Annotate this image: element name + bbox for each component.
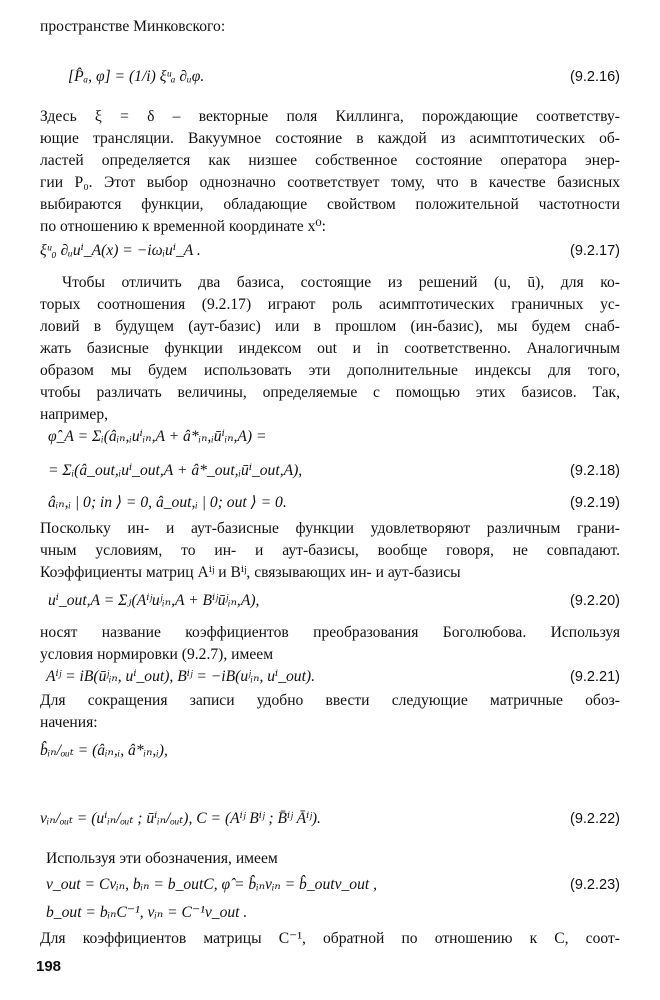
equation-body: v_out = Cvᵢₙ, bᵢₙ = b_outC, φ̂ = b̂ᵢₙvᵢₙ = b̂_outv_out , xyxy=(46,876,378,893)
text-line-1: пространстве Минковского: xyxy=(40,18,226,35)
text-line-9: торых соотношения (9.2.17) играют роль асимптотических граничных ус- xyxy=(40,296,620,313)
equation-body: vᵢₙ/ₒᵤₜ = (uⁱᵢₙ/ₒᵤₜ ; ūⁱᵢₙ/ₒᵤₜ), C = (Aⁱʲ Bⁱʲ ; B̄ⁱʲ Āⁱʲ). xyxy=(40,810,321,827)
text-line-14: например, xyxy=(40,406,109,423)
text-line-2: Здесь ξ = δ – векторные поля Киллинга, порождающие соответству- xyxy=(40,108,620,125)
equation-number: (9.2.21) xyxy=(570,669,620,685)
equation-9-2-18-second xyxy=(40,458,620,484)
equation-number: (9.2.20) xyxy=(570,593,620,609)
equation-9-2-16 xyxy=(40,64,620,90)
text-line-19: условия нормировки (9.2.7), имеем xyxy=(40,646,274,663)
text-line-22: Используя эти обозначения, имеем xyxy=(46,850,278,867)
text-line-23: Для коэффициентов матрицы C⁻¹, обратной по отношению к C, соот- xyxy=(40,930,620,947)
text-line-15: Поскольку ин- и аут-базисные функции удовлетворяют различным грани- xyxy=(40,520,620,537)
text-line-16: чным условиям, то ин- и аут-базисы, вообще говоря, не совпадают. xyxy=(40,542,620,559)
text-line-8: Чтобы отличить два базиса, состоящие из решений (u, ū), для ко- xyxy=(62,274,620,291)
equation-number: (9.2.22) xyxy=(570,811,620,827)
text-line-13: чтобы различать величины, определяемые с помощью этих базисов. Так, xyxy=(40,384,620,401)
equation-9-2-19 xyxy=(40,490,620,516)
text-line-4: ластей определяется как низшее собственное состояние оператора энер- xyxy=(40,152,620,169)
equation-body: φ̂_A = Σᵢ(âᵢₙ,ᵢuⁱᵢₙ,A + â*ᵢₙ,ᵢūⁱᵢₙ,A) = xyxy=(48,428,267,445)
equation-number: (9.2.17) xyxy=(570,243,620,259)
equation-body: Aⁱʲ = iB(ūʲᵢₙ, uⁱ_out), Bⁱʲ = −iB(uʲᵢₙ, uⁱ_out). xyxy=(46,668,316,685)
equation-body: b_out = bᵢₙC⁻¹, vᵢₙ = C⁻¹v_out . xyxy=(46,904,248,921)
text-line-18: носят название коэффициентов преобразования Боголюбова. Используя xyxy=(40,624,620,641)
equation-body: uⁱ_out,A = Σⱼ(Aⁱʲuʲᵢₙ,A + Bⁱʲūʲᵢₙ,A), xyxy=(48,592,260,609)
equation-9-2-20 xyxy=(40,588,620,614)
text-line-17: Коэффициенты матриц Aⁱʲ и Bⁱʲ, связывающих ин- и аут-базисы xyxy=(40,564,461,581)
equation-9-2-21 xyxy=(40,664,620,690)
text-line-11: жать базисные функции индексом out и in соответственно. Аналогичным xyxy=(40,340,620,357)
text-line-21: начения: xyxy=(40,714,98,731)
equation-body: âᵢₙ,ᵢ | 0; in ⟩ = 0, â_out,ᵢ | 0; out ⟩ = 0. xyxy=(48,494,287,511)
equation-9-2-23-second xyxy=(40,900,620,926)
equation-body: [P̂ₐ, φ] = (1/i) ξᵘₐ ∂ᵤφ. xyxy=(68,68,205,85)
text-line-12: образом мы будем использовать эти дополнительные индексы для того, xyxy=(40,362,620,379)
equation-9-2-22-first xyxy=(40,738,620,764)
text-line-10: ловий в будущем (аут-базис) или в прошлом (ин-базис), мы будем снаб- xyxy=(40,318,620,335)
equation-9-2-18-first xyxy=(40,424,620,450)
text-line-6: выбираются функции, обладающие свойством положительной частотности xyxy=(40,196,620,213)
text-line-20: Для сокращения записи удобно ввести следующие матричные обоз- xyxy=(40,692,620,709)
equation-9-2-22-second xyxy=(40,806,620,832)
equation-body: ξᵘ₀ ∂ᵤuⁱ_A(x) = −iωᵢuⁱ_A . xyxy=(40,242,201,259)
equation-number: (9.2.16) xyxy=(570,69,620,85)
equation-body: b̂ᵢₙ/ₒᵤₜ = (âᵢₙ,ᵢ, â*ᵢₙ,ᵢ), xyxy=(40,742,168,759)
text-line-5: гии P₀. Этот выбор однозначно соответствует тому, что в качестве базисных xyxy=(40,174,620,191)
equation-number: (9.2.23) xyxy=(570,877,620,893)
equation-number: (9.2.18) xyxy=(570,463,620,479)
equation-number: (9.2.19) xyxy=(570,495,620,511)
equation-body: = Σᵢ(â_out,ᵢuⁱ_out,A + â*_out,ᵢūⁱ_out,A), xyxy=(48,462,303,479)
page-number: 198 xyxy=(36,958,62,975)
equation-9-2-23-first xyxy=(40,872,620,898)
text-line-7: по отношению к временной координате x⁰: xyxy=(40,218,326,235)
equation-9-2-17 xyxy=(40,238,620,264)
text-line-3: ющие трансляции. Вакуумное состояние в каждой из асимптотических об- xyxy=(40,130,620,147)
